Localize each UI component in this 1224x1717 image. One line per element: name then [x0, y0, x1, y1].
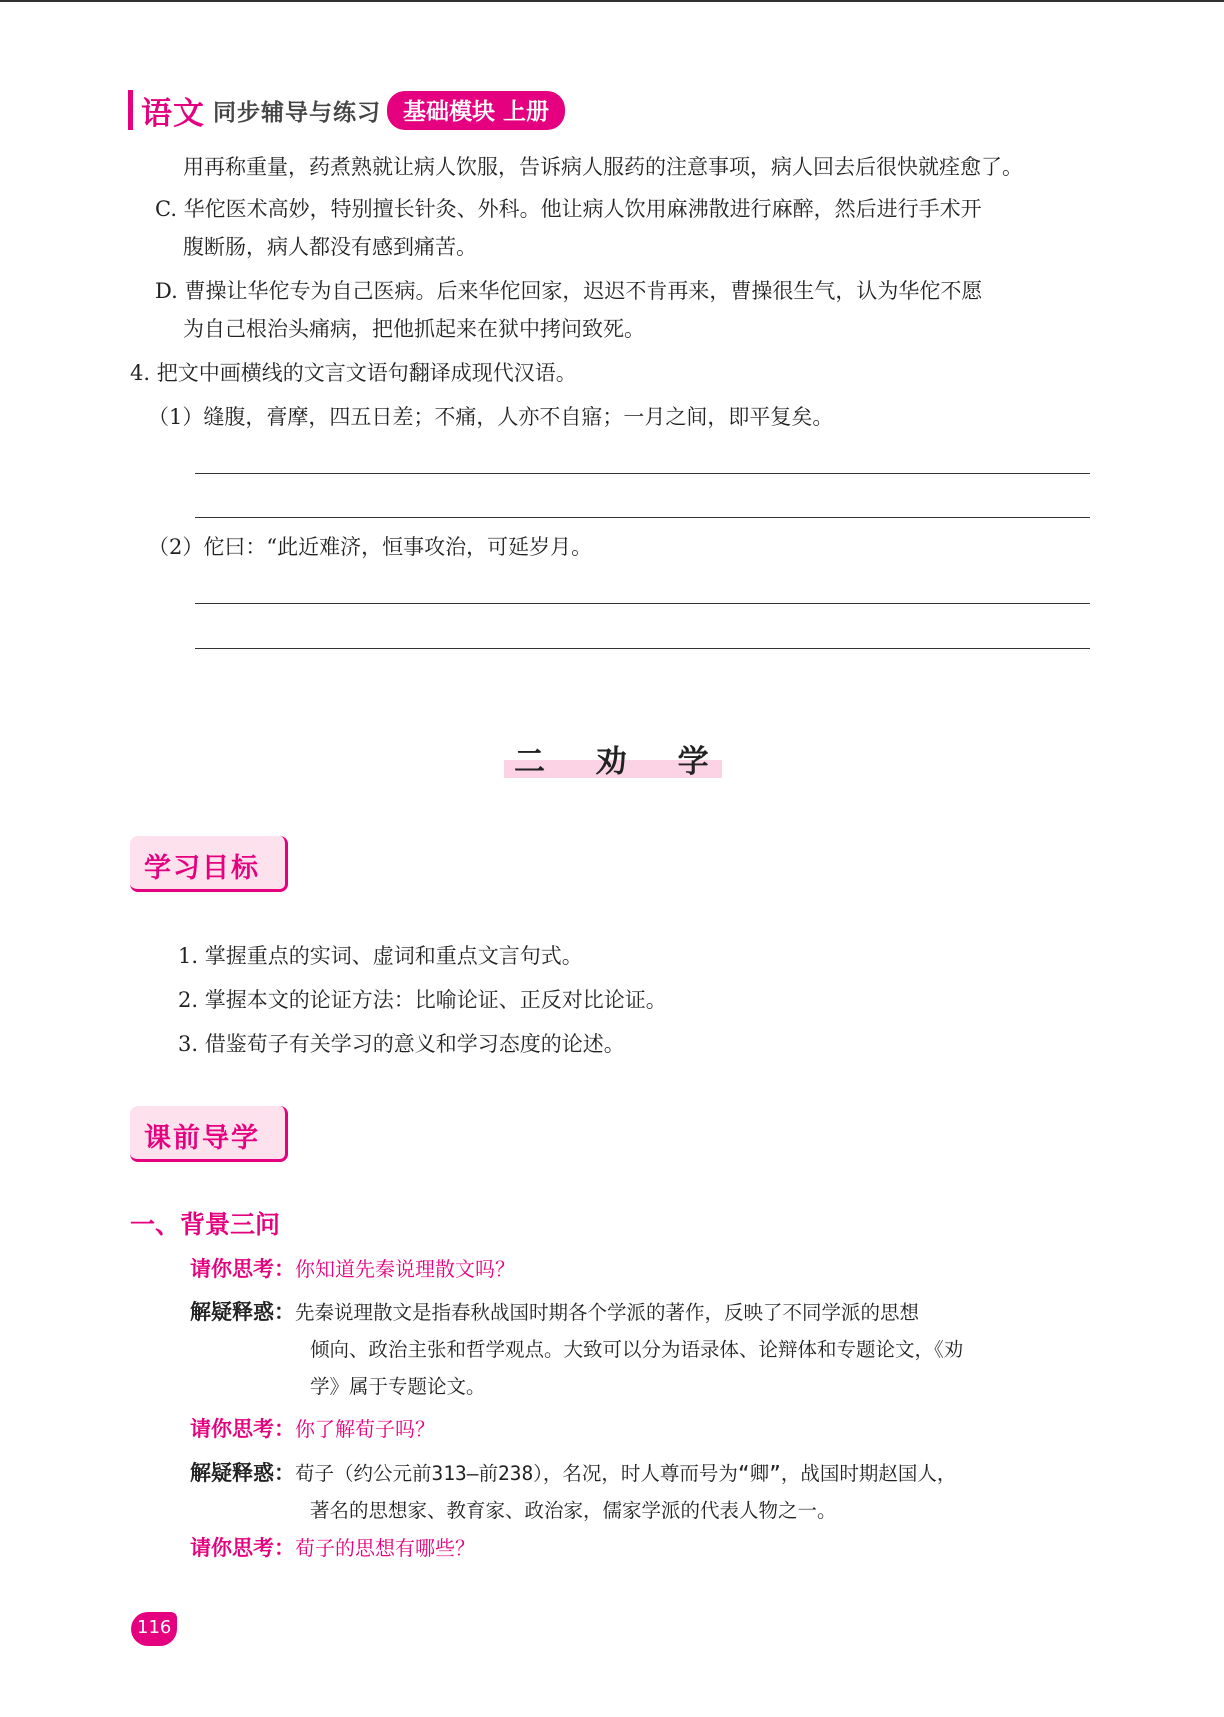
- top-rule: [0, 0, 1224, 2]
- think-question: [190, 1532, 475, 1564]
- option-c: C. 华佗医术高妙，特别擅长针灸、外科。他让病人饮用麻沸散进行麻醉，然后进行手术开: [155, 197, 982, 221]
- question-text: 你了解荀子吗？: [295, 1417, 435, 1441]
- answer-continuation: [310, 1494, 837, 1527]
- answer-continuation: [310, 1370, 486, 1403]
- page-number: 116: [137, 1617, 172, 1638]
- option-d: D. 曹操让华佗专为自己医病。后来华佗回家，迟迟不肯再来，曹操很生气，认为华佗不愿: [155, 279, 983, 303]
- header-series: 同步辅导与练习: [213, 99, 381, 126]
- tab-label: 课前导学: [144, 1123, 260, 1154]
- answer-label: 解疑释惑：: [190, 1300, 295, 1324]
- lesson-title: [504, 736, 729, 780]
- passage-line: 腹断肠，病人都没有感到痛苦。: [183, 235, 477, 259]
- think-question: [190, 1253, 515, 1285]
- answer-text: 先秦说理散文是指春秋战国时期各个学派的著作，反映了不同学派的思想: [295, 1301, 920, 1324]
- header-accent-bar: [128, 90, 133, 130]
- objective-item: 2. 掌握本文的论证方法：比喻论证、正反对比论证。: [178, 988, 667, 1012]
- answer-continuation: [310, 1333, 963, 1366]
- answer-label: 解疑释惑：: [190, 1461, 295, 1485]
- answer-block: [190, 1457, 956, 1490]
- question-4-prompt: 4. 把文中画横线的文言文语句翻译成现代汉语。: [130, 361, 577, 385]
- answer-line[interactable]: [195, 603, 1090, 604]
- question-text: 荀子的思想有哪些？: [295, 1536, 475, 1560]
- answer-line[interactable]: [195, 517, 1090, 518]
- header-module-badge: 基础模块 上册: [387, 91, 565, 130]
- think-label: 请你思考：: [190, 1257, 295, 1281]
- section-heading: 一、背景三问: [130, 1210, 281, 1239]
- answer-text: 倾向、政治主张和哲学观点。大致可以分为语录体、论辩体和专题论文，《劝: [310, 1338, 964, 1361]
- question-4-item-1: （1）缝腹，膏摩，四五日差；不痛，人亦不自寤；一月之间，即平复矣。: [148, 405, 834, 429]
- think-question: [190, 1413, 435, 1445]
- answer-line[interactable]: [195, 473, 1090, 474]
- passage-line: 用再称重量，药煮熟就让病人饮服，告诉病人服药的注意事项，病人回去后很快就痊愈了。: [183, 155, 1023, 179]
- tab-label: 学习目标: [144, 853, 260, 884]
- objective-item: 3. 借鉴荀子有关学习的意义和学习态度的论述。: [178, 1032, 625, 1056]
- answer-line[interactable]: [195, 648, 1090, 649]
- running-header: [128, 90, 565, 130]
- page-number-badge: [131, 1612, 177, 1646]
- passage-line: 为自己根治头痛病，把他抓起来在狱中拷问致死。: [183, 317, 645, 341]
- answer-block: [190, 1296, 919, 1329]
- answer-text: 著名的思想家、教育家、政治家，儒家学派的代表人物之一。: [310, 1499, 837, 1522]
- think-label: 请你思考：: [190, 1417, 295, 1441]
- lesson-title-text: 二 劝 学: [514, 744, 729, 780]
- objective-item: 1. 掌握重点的实词、虚词和重点文言句式。: [178, 944, 583, 968]
- question-4-item-2: （2）佗曰：“此近难济，恒事攻治，可延岁月。: [148, 535, 593, 559]
- tab-learning-objectives: [130, 836, 288, 892]
- think-label: 请你思考：: [190, 1536, 295, 1560]
- tab-pre-class-guide: [130, 1106, 288, 1162]
- answer-text: 荀子（约公元前313—前238），名况，时人尊而号为“卿”，战国时期赵国人，: [295, 1462, 957, 1485]
- answer-text: 学》属于专题论文。: [310, 1375, 486, 1398]
- header-subject: 语文: [141, 95, 205, 132]
- question-text: 你知道先秦说理散文吗？: [295, 1257, 515, 1281]
